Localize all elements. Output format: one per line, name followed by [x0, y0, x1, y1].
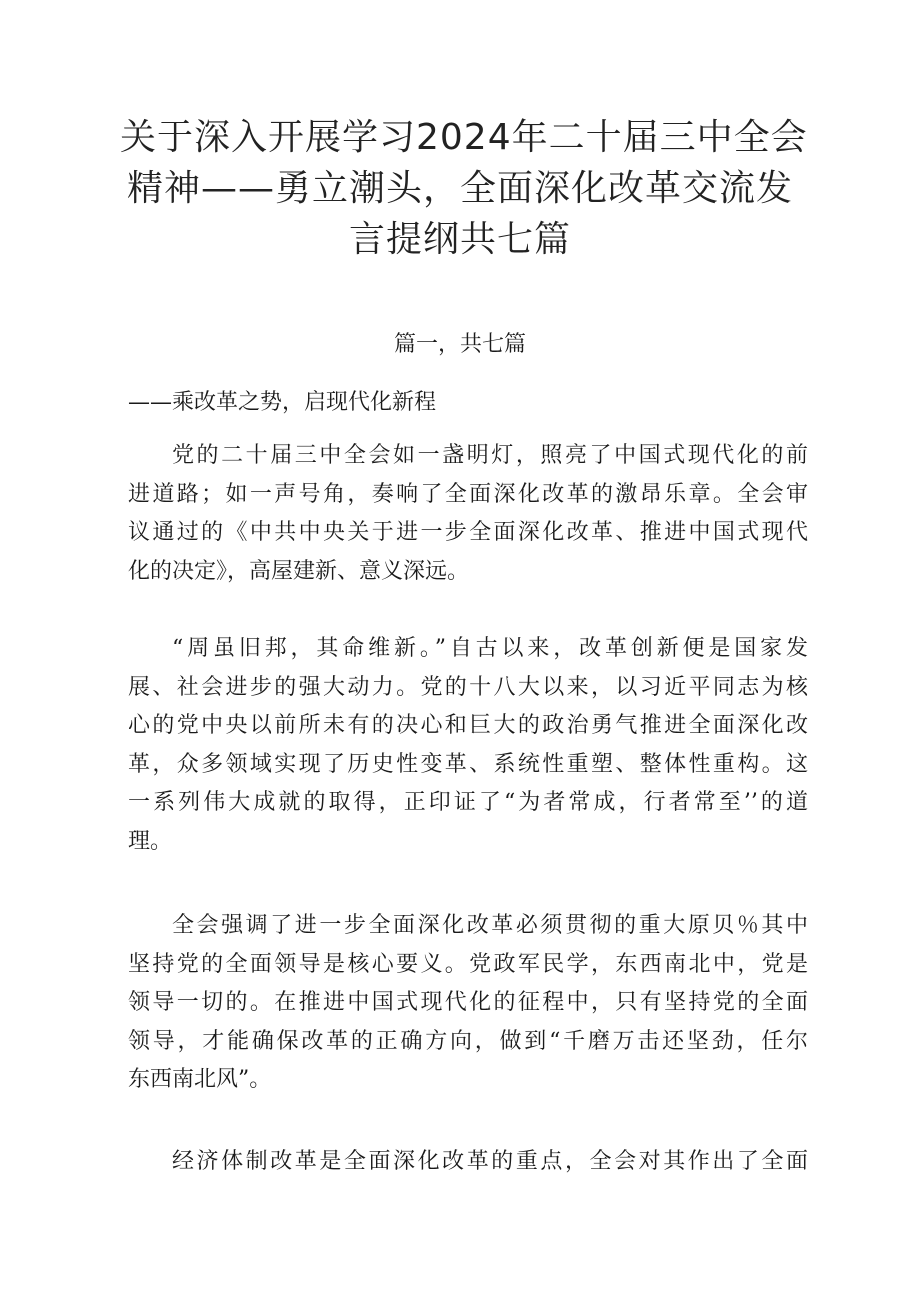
paragraph-line: 化的决定》，高屋建新、意义深远。: [128, 558, 470, 584]
section-subtitle: ——乘改革之势，启现代化新程: [128, 390, 437, 415]
title-line: 精神——勇立潮头，全面深化改革交流发: [126, 168, 793, 209]
paragraph-line: 革，众多领域实现了历史性变革、系统性重塑、整体性重构。这: [128, 751, 808, 777]
paragraph-line: 东西南北风”。: [128, 1067, 272, 1092]
paragraph-line: “周虽旧邦，其命维新。”自古以来，改革创新便是国家发: [172, 636, 808, 661]
title-line: 关于深入开展学习2024年二十届三中全会: [120, 117, 808, 158]
paragraph-line: 一系列伟大成就的取得，正印证了“为者常成，行者常至’’的道: [128, 790, 808, 815]
paragraph-line: 全会强调了进一步全面深化改革必须贯彻的重大原贝％其中: [172, 913, 808, 938]
paragraph-line: 展、社会进步的强大动力。党的十八大以来，以习近平同志为核: [128, 674, 808, 700]
paragraph-line: 进道路；如一声号角，奏响了全面深化改革的激昂乐章。全会审: [128, 481, 808, 507]
paragraph-line: 经济体制改革是全面深化改革的重点，全会对其作出了全面: [172, 1149, 808, 1174]
section-heading: 篇一，共七篇: [393, 332, 526, 357]
body-paragraph-1: [128, 437, 808, 591]
paragraph-line: 领导一切的。在推进中国式现代化的征程中，只有坚持党的全面: [128, 990, 808, 1015]
document-title: [120, 112, 808, 265]
paragraph-line: 坚持党的全面领导是核心要义。党政军民学，东西南北中，党是: [128, 951, 808, 977]
body-paragraph-3: [128, 907, 808, 1100]
paragraph-line: 理。: [128, 828, 173, 854]
title-line: 言提纲共七篇: [348, 219, 571, 260]
body-paragraph-2: [128, 630, 808, 861]
paragraph-line: 领导，才能确保改革的正确方向，做到“千磨万击还坚劲，任尔: [128, 1028, 808, 1054]
paragraph-line: 议通过的《中共中央关于进一步全面深化改革、推进中国式现代: [128, 520, 808, 545]
paragraph-line: 党的二十届三中全会如一盏明灯，照亮了中国式现代化的前: [172, 443, 808, 468]
body-paragraph-4: [128, 1143, 808, 1182]
paragraph-line: 心的党中央以前所未有的决心和巨大的政治勇气推进全面深化改: [128, 713, 808, 738]
